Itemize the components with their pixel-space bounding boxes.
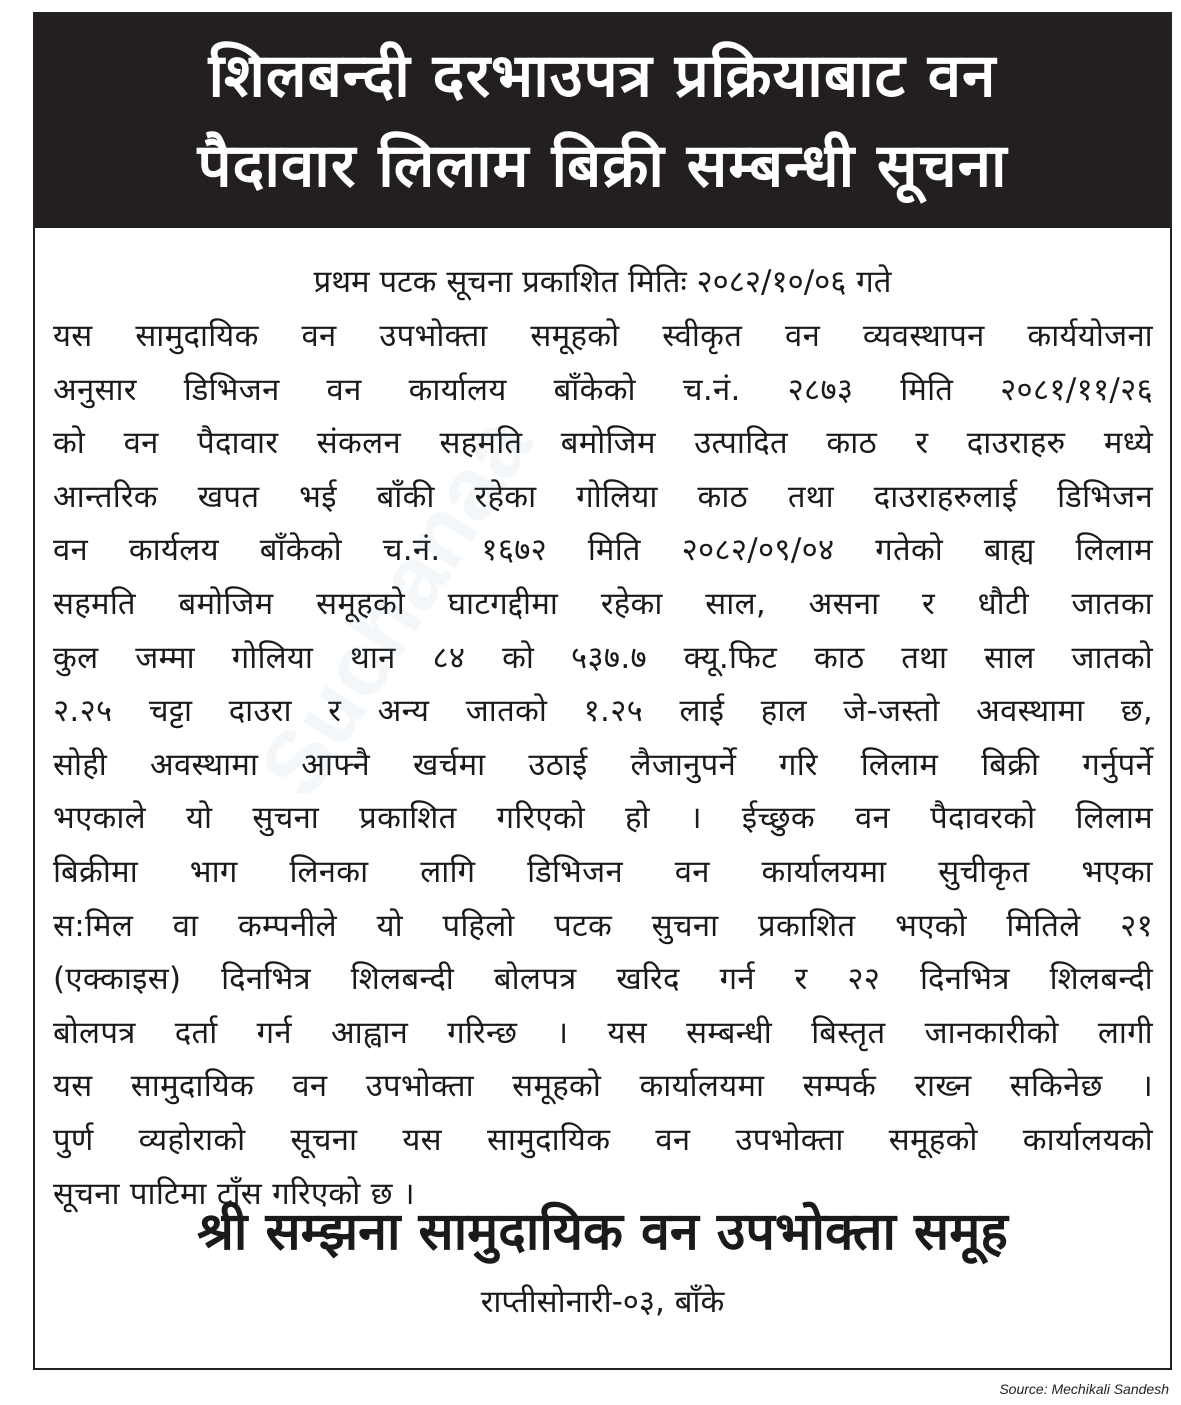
paragraph-line: अनुसार डिभिजन वन कार्यालय बाँकेको च.नं. २८७३ मिति २०८१/११/२६ <box>53 371 1153 408</box>
paragraph-line: पुर्ण व्यहोराको सूचना यस सामुदायिक वन उपभोक्ता समूहको कार्यालयको <box>53 1121 1153 1158</box>
paragraph-line: आन्तरिक खपत भई बाँकी रहेका गोलिया काठ तथा दाउराहरुलाई डिभिजन <box>53 478 1153 515</box>
paragraph-line: वन कार्यलय बाँकेको च.नं. १६७२ मिति २०८२/०९/०४ गतेको बाह्य लिलाम <box>53 532 1153 569</box>
paragraph-line: (एक्काइस) दिनभित्र शिलबन्दी बोलपत्र खरिद गर्न र २२ दिनभित्र शिलबन्दी <box>53 961 1153 998</box>
notice-body <box>35 228 1170 1372</box>
source-credit: Source: Mechikali Sandesh <box>999 1381 1169 1397</box>
notice-paragraph <box>53 310 1153 1221</box>
paragraph-line: सोही अवस्थामा आफ्नै खर्चमा उठाई लैजानुपर्ने गरि लिलाम बिक्री गर्नुपर्ने <box>53 746 1153 783</box>
title-bar <box>35 14 1170 228</box>
paragraph-line: भएकाले यो सुचना प्रकाशित गरिएको हो । ईच्छुक वन पैदावरको लिलाम <box>53 800 1153 837</box>
title-line-1: शिलबन्दी दरभाउपत्र प्रक्रियाबाट वन <box>208 41 997 111</box>
paragraph-line: बिक्रीमा भाग लिनका लागि डिभिजन वन कार्यालयमा सुचीकृत भएका <box>53 853 1153 890</box>
title-line-2: पैदावार लिलाम बिक्री सम्बन्धी सूचना <box>197 131 1008 201</box>
paragraph-line: कुल जम्मा गोलिया थान ८४ को ५३७.७ क्यू.फिट काठ तथा साल जातको <box>53 639 1153 676</box>
paragraph-line: सहमति बमोजिम समूहको घाटगद्दीमा रहेका साल, असना र धौटी जातका <box>53 585 1153 622</box>
paragraph-line: यस सामुदायिक वन उपभोक्ता समूहको स्वीकृत वन व्यवस्थापन कार्ययोजना <box>53 318 1153 354</box>
paragraph-line: स:मिल वा कम्पनीले यो पहिलो पटक सुचना प्रकाशित भएको मितिले २१ <box>53 907 1153 944</box>
notice-frame <box>33 12 1172 1370</box>
paragraph-line: बोलपत्र दर्ता गर्न आह्वान गरिन्छ । यस सम्बन्धी बिस्तृत जानकारीको लागी <box>53 1014 1153 1051</box>
paragraph-line: २.२५ चट्टा दाउरा र अन्य जातको १.२५ लाई हाल जे-जस्तो अवस्थामा छ, <box>53 693 1153 730</box>
organization-name: श्री सम्झना सामुदायिक वन उपभोक्ता समूह <box>197 1202 1008 1262</box>
organization-address: राप्तीसोनारी-०३, बाँके <box>480 1284 725 1320</box>
paragraph-line: को वन पैदावार संकलन सहमति बमोजिम उत्पादित काठ र दाउराहरु मध्ये <box>53 425 1153 462</box>
paragraph-line: यस सामुदायिक वन उपभोक्ता समूहको कार्यालयमा सम्पर्क राख्न सकिनेछ । <box>53 1068 1153 1105</box>
paragraph-line: सूचना पाटिमा टाँस गरिएको छ । <box>53 1175 415 1212</box>
publication-date: प्रथम पटक सूचना प्रकाशित मितिः २०८२/१०/०६ गते <box>313 264 892 300</box>
